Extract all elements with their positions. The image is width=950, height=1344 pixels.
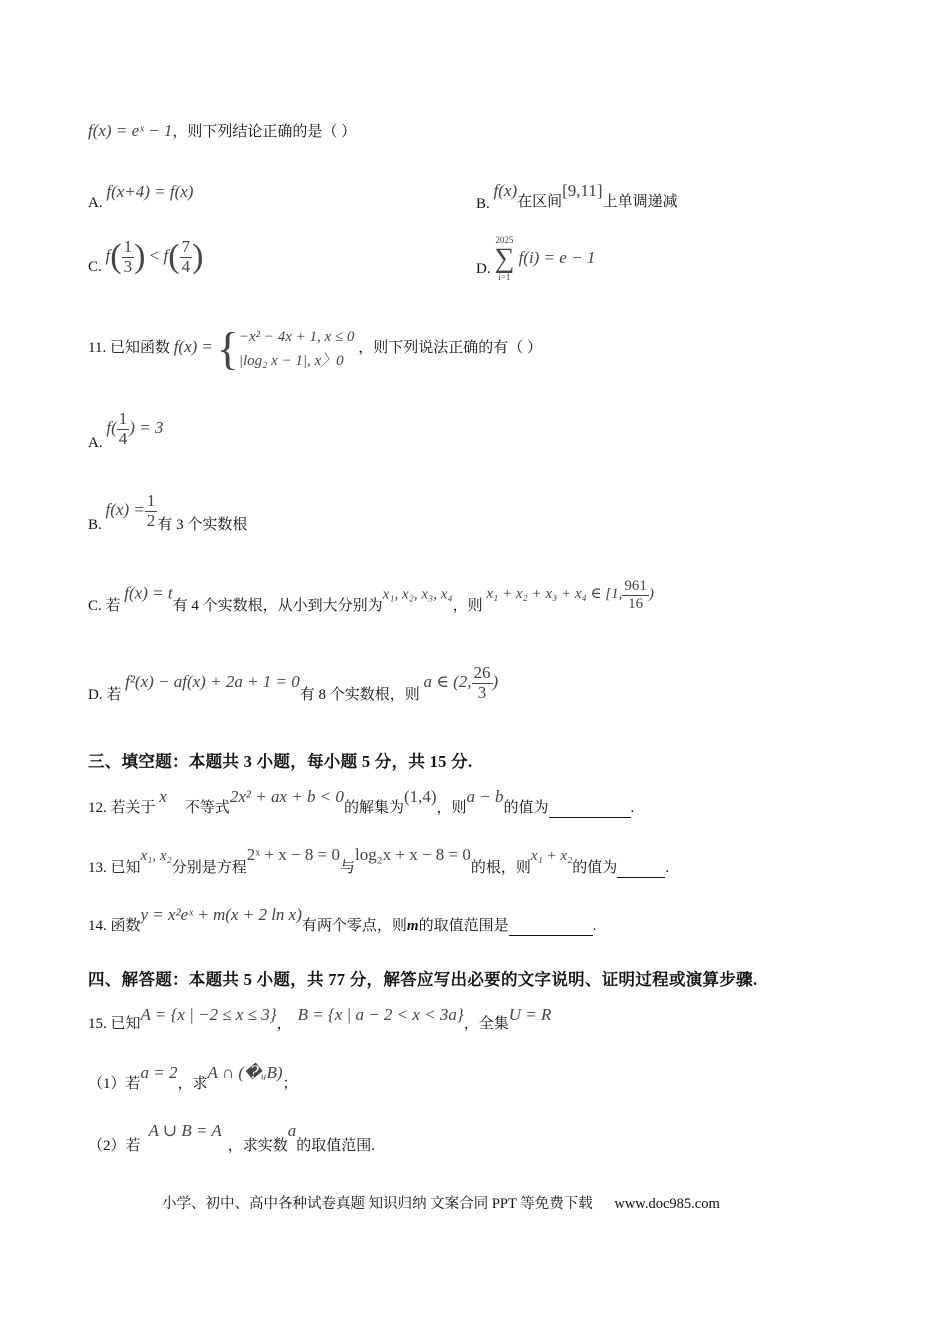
q11-option-b-text: 有 3 个实数根 — [157, 517, 248, 534]
footer-text: 小学、初中、高中各种试卷真题 知识归纳 文案合同 PPT 等免费下载 — [162, 1196, 593, 1212]
q11-option-d-math1: f²(x) − af(x) + 2a + 1 = 0 — [125, 672, 300, 692]
q12-end: . — [630, 800, 635, 816]
q14-m: m — [406, 918, 419, 934]
q15-math1: A = {x | −2 ≤ x ≤ 3} — [140, 1005, 277, 1024]
q15 — [88, 1004, 552, 1032]
q14-end: . — [592, 918, 597, 934]
q11-case2: |log₂ x − 1|, x〉0 — [238, 352, 344, 369]
q10-option-c-label: C. — [88, 259, 102, 276]
q13 — [88, 844, 670, 876]
q11-option-a-label: A. — [88, 435, 103, 452]
q10-option-c — [88, 238, 203, 276]
q13-prefix: 13. 已知 — [88, 860, 141, 876]
q12-text4: 的值为 — [503, 800, 549, 816]
q11-option-c-label: C. 若 — [88, 598, 121, 615]
q11-piecewise: { −x² − 4x + 1, x ≤ 0 |log₂ x − 1|, x〉0 — [216, 323, 355, 374]
q10-option-b — [476, 180, 678, 212]
q11-option-b — [88, 491, 248, 534]
q14-math1: y = x²eˣ + m(x + 2 ln x) — [140, 905, 302, 924]
q15-part1-end: ； — [282, 1076, 298, 1092]
q15-part2-math1: A ∪ B = A — [148, 1121, 222, 1140]
page-footer — [162, 1192, 720, 1213]
footer-site-link[interactable]: www.doc985.com — [614, 1196, 720, 1212]
q10-option-b-text1: 在区间 — [517, 194, 563, 210]
q15-text1: ，全集 — [463, 1016, 509, 1032]
q14-prefix: 14. 函数 — [88, 918, 141, 934]
q10-option-b-math2: [9,11] — [562, 181, 603, 200]
q11-option-c-math3: x₁ + x₂ + x₃ + x₄ ∈ [1, $\frac{961}{16}$ ) — [486, 578, 654, 612]
q13-answer-blank[interactable] — [617, 860, 665, 878]
q11-stem — [88, 322, 542, 375]
q10-option-d-expr: f(i) = e − 1 — [518, 247, 596, 267]
q11-option-a-math: f( $\frac{1}{4}$ ) = 3 — [106, 409, 164, 448]
q11-option-d-text1: 有 8 个实数根，则 — [299, 687, 420, 704]
q11-option-b-label: B. — [88, 517, 102, 534]
q11-option-a — [88, 409, 164, 452]
q12-math3: (1,4) — [403, 787, 437, 806]
q15-part1 — [88, 1062, 298, 1092]
q15-part1-text: ，求 — [177, 1076, 208, 1092]
q10-option-d-label: D. — [476, 260, 491, 277]
q13-text4: 的值为 — [572, 860, 618, 876]
q15-part2-prefix: （2）若 — [88, 1138, 141, 1154]
q15-part1-math2: A ∩ (�ᵤB) — [207, 1063, 283, 1082]
q11-suffix: ，则下列说法正确的有（ ） — [358, 339, 542, 356]
q15-math2: B = {x | a − 2 < x < 3a} — [297, 1005, 464, 1024]
q10-option-b-math1: f(x) — [493, 181, 518, 200]
q13-math2: 2ˣ + x − 8 = 0 — [246, 845, 340, 864]
q10-stem-math: f(x) = eˣ − 1 — [88, 121, 173, 140]
q11-option-c-text1: 有 4 个实数根，从小到大分别为 — [172, 598, 383, 615]
q12-prefix: 12. 若关于 — [88, 800, 156, 816]
section-3-heading: 三、填空题：本题共 3 小题，每小题 5 分，共 15 分. — [88, 752, 473, 771]
q12-answer-blank[interactable] — [549, 800, 631, 818]
q13-text2: 与 — [339, 860, 355, 876]
q11-option-c — [88, 578, 654, 615]
q15-sep: ， — [276, 1016, 292, 1032]
q12-math2: 2x² + ax + b < 0 — [229, 787, 344, 806]
q10-option-d — [476, 236, 595, 282]
q12-math1: x — [159, 787, 167, 806]
q13-end: . — [665, 860, 670, 876]
q11-prefix: 11. 已知函数 — [88, 339, 170, 356]
q10-option-d-sigma: 2025 ∑ i=1 — [494, 235, 515, 282]
q13-text3: 的根，则 — [470, 860, 531, 876]
q12 — [88, 786, 635, 816]
q15-part2-text1: ，求实数 — [227, 1138, 288, 1154]
q10-option-c-math: f( $\frac{1}{3}$ ) < f( $\frac{7}{4}$ ) — [105, 237, 204, 276]
q13-math1: x₁, x₂ — [140, 848, 172, 864]
q10-option-c-f2: f — [163, 246, 169, 266]
q15-part2-math2: a — [287, 1121, 297, 1140]
q11-option-d — [88, 664, 498, 702]
q10-option-a-label: A. — [88, 195, 103, 211]
q15-part1-math1: a = 2 — [140, 1063, 178, 1082]
q10-stem — [88, 120, 356, 141]
q10-option-a-math: f(x+4) = f(x) — [106, 182, 194, 201]
q15-part2-text2: 的取值范围. — [296, 1138, 376, 1154]
q10-option-d-math — [494, 235, 596, 282]
q11-option-d-label: D. 若 — [88, 687, 122, 704]
q12-text2: 的解集为 — [343, 800, 404, 816]
q11-option-d-math2: a ∈ (2, $\frac{26}{3}$ ) — [423, 663, 499, 702]
q15-prefix: 15. 已知 — [88, 1016, 141, 1032]
q11-option-c-text2: ，则 — [452, 598, 483, 615]
q10-option-c-lt: < — [149, 246, 160, 266]
q11-option-c-math2: x₁, x₂, x₃, x₄ — [382, 586, 453, 603]
q14-answer-blank[interactable] — [509, 918, 593, 936]
q13-text1: 分别是方程 — [171, 860, 247, 876]
q10-option-c-frac2: $\frac{7}{4}$ — [181, 237, 191, 276]
q15-math3: U = R — [508, 1005, 552, 1024]
q11-option-b-math: f(x) = $\frac{1}{2}$ — [105, 491, 156, 530]
q14-text1: 有两个零点，则 — [301, 918, 407, 934]
q15-part1-prefix: （1）若 — [88, 1076, 141, 1092]
q10-option-a — [88, 182, 194, 211]
section-4-heading: 四、解答题：本题共 5 小题，共 77 分，解答应写出必要的文字说明、证明过程或演算步骤. — [88, 970, 758, 989]
q12-text3: ，则 — [436, 800, 467, 816]
q11-option-c-math1: f(x) = t — [124, 583, 173, 603]
q10-option-c-f1: f — [105, 246, 111, 266]
q15-part2 — [88, 1120, 376, 1154]
q14-text2: 的取值范围是 — [418, 918, 509, 934]
q14 — [88, 904, 597, 934]
q10-option-c-frac1: $\frac{1}{3}$ — [123, 237, 133, 276]
q13-math3: log₂x + x − 8 = 0 — [354, 845, 471, 864]
q11-fdef: f(x) = — [173, 336, 214, 356]
q10-option-b-text2: 上单调递减 — [602, 194, 678, 210]
q10-stem-text: ，则下列结论正确的是（ ） — [172, 124, 357, 140]
q13-math4: x₁ + x₂ — [530, 848, 573, 864]
q12-text1: 不等式 — [184, 800, 230, 816]
q11-case1: −x² − 4x + 1, x ≤ 0 — [238, 328, 355, 345]
q10-option-b-label: B. — [476, 196, 490, 212]
q12-math4: a − b — [466, 787, 504, 806]
